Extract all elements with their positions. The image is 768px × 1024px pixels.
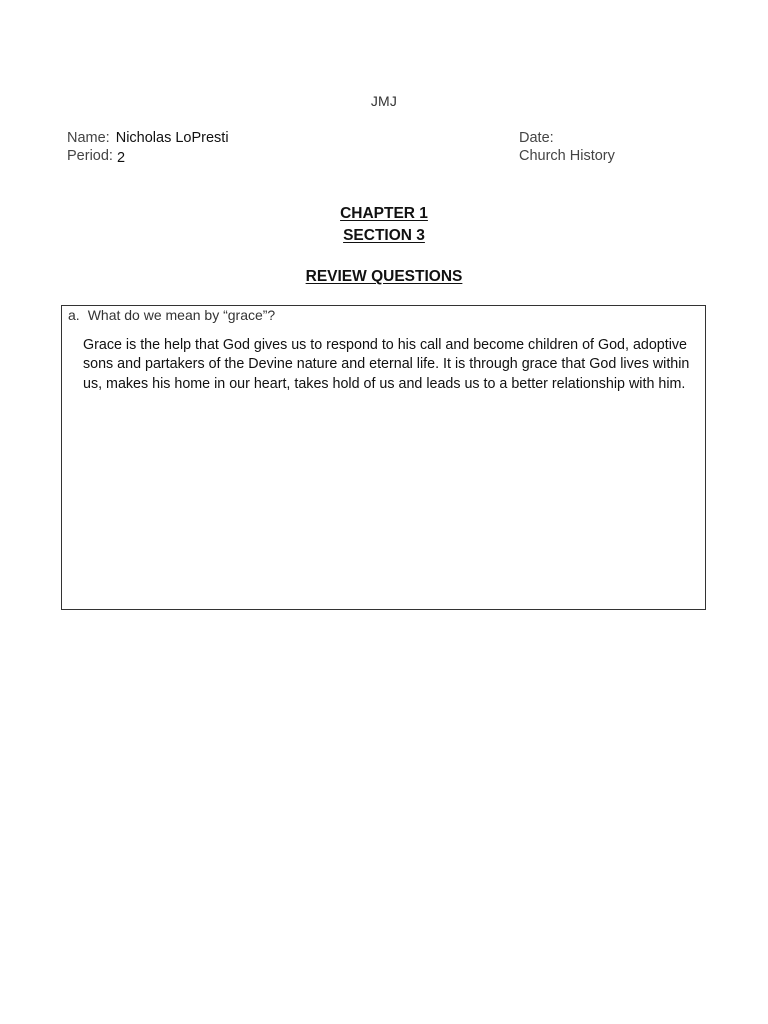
period-value: 2	[116, 150, 126, 166]
period-label: Period:	[67, 148, 113, 164]
chapter-title: CHAPTER 1	[340, 205, 428, 222]
question-a	[68, 307, 275, 323]
name-value: Nicholas LoPresti	[115, 130, 229, 146]
date-field	[519, 129, 554, 147]
question-text: What do we mean by “grace”?	[87, 307, 276, 323]
section-title: SECTION 3	[343, 227, 425, 244]
subject-value: Church History	[519, 148, 615, 164]
answer-text: Grace is the help that God gives us to respond to his call and become children of God, adoptive sons and partakers of the Devine nature and eternal life. It is through grace that God lives within us, makes his home in our heart, takes hold of us and leads us to a better relationship with him.	[83, 337, 690, 392]
question-answer-box	[61, 305, 706, 610]
jmj-header-mark: JMJ	[370, 93, 398, 109]
subject-field	[519, 147, 615, 165]
date-label: Date:	[519, 130, 554, 146]
question-letter: a.	[68, 307, 80, 323]
name-field	[67, 129, 229, 147]
review-questions-title: REVIEW QUESTIONS	[305, 268, 463, 285]
name-label: Name:	[67, 130, 110, 146]
period-field	[67, 147, 125, 165]
